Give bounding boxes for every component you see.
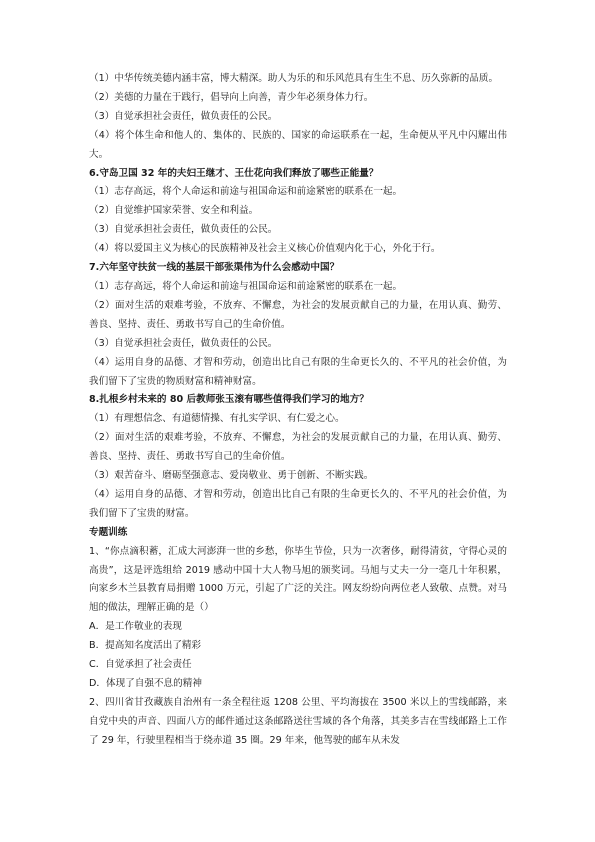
question-8-title: 8.扎根乡村未来的 80 后教师张玉滚有哪些值得我们学习的地方？ <box>89 394 369 406</box>
training-question-1-option-c: C．自觉承担了社会责任 <box>89 659 192 671</box>
question-6-item-3: （3）自觉承担社会责任，做负责任的公民。 <box>89 224 278 236</box>
question-8-item-3: （3）艰苦奋斗、磨砺坚强意志、爱岗敬业、勇于创新、不断实践。 <box>89 470 374 482</box>
question-6-item-2: （2）自觉维护国家荣誉、安全和利益。 <box>89 205 259 217</box>
question-7-item-3: （3）自觉承担社会责任，做负责任的公民。 <box>89 337 278 349</box>
section-a-item-2: （2）美德的力量在于践行，倡导向上向善，青少年必须身体力行。 <box>89 91 374 103</box>
question-8-item-1: （1）有理想信念、有道德情操、有扎实学识、有仁爱之心。 <box>89 413 345 425</box>
question-6-item-4: （4）将以爱国主义为核心的民族精神及社会主义核心价值观内化于心，外化于行。 <box>89 243 441 255</box>
section-a-item-4: （4）将个体生命和他人的、集体的、民族的、国家的命运联系在一起，生命便从平凡中闪耀出伟大。 <box>89 129 507 160</box>
question-7-title: 7.六年坚守扶贫一线的基层干部张渠伟为什么会感动中国？ <box>89 262 340 274</box>
training-question-1-option-b: B．提高知名度活出了精彩 <box>89 640 202 652</box>
training-question-1-stem: 1、“你点滴积蓄，汇成大河澎湃一世的乡愁，你毕生节俭，只为一次奢侈，耐得清贫，守得心灵的高贵”，这是评选组给 2019 感动中国十大人物马旭的颁奖词。马旭与丈夫一分一毫几十年积累，向家乡木兰县教育局捐赠 1000 万元，引起了广泛的关注。网友纷纷向两位老人致敬、点赞。对马旭的做法，理解正确的是（） <box>89 545 507 614</box>
question-7-item-4: （4）运用自身的品德、才智和劳动，创造出比自己有限的生命更长久的、不平凡的社会价值，为我们留下了宝贵的物质财富和精神财富。 <box>89 356 507 387</box>
question-7-item-1: （1）志存高远，将个人命运和前途与祖国命运和前途紧密的联系在一起。 <box>89 280 403 292</box>
training-heading: 专题训练 <box>89 526 128 538</box>
question-6-item-1: （1）志存高远，将个人命运和前途与祖国命运和前途紧密的联系在一起。 <box>89 186 403 198</box>
training-question-1-option-a: A．是工作敬业的表现 <box>89 621 182 633</box>
section-a-item-1: （1）中华传统美德内涵丰富，博大精深。助人为乐的和乐风范具有生生不息、历久弥新的品质。 <box>89 73 499 84</box>
question-6-title: 6.守岛卫国 32 年的夫妇王继才、王仕花向我们释放了哪些正能量？ <box>89 167 379 179</box>
training-question-1-option-d: D．体现了自强不息的精神 <box>89 678 202 689</box>
training-question-2-stem: 2、四川省甘孜藏族自治州有一条全程往返 1208 公里、平均海拔在 3500 米以上的雪线邮路，来自党中央的声音、四面八方的邮件通过这条邮路送往雪域的各个角落，其美多吉在雪线邮路上工作了 29 年，行驶里程相当于绕赤道 35 圈。29 年来，他驾驶的邮车从未发 <box>89 696 507 746</box>
question-8-item-2: （2）面对生活的艰难考验，不放弃、不懈怠，为社会的发展贡献自己的力量，在用认真、勤劳、善良、坚持、责任、勇敢书写自己的生命价值。 <box>89 432 507 463</box>
section-a-item-3: （3）自觉承担社会责任，做负责任的公民。 <box>89 110 278 122</box>
question-7-item-2: （2）面对生活的艰难考验，不放弃、不懈怠，为社会的发展贡献自己的力量，在用认真、勤劳、善良、坚持、责任、勇敢书写自己的生命价值。 <box>89 299 507 330</box>
question-8-item-4: （4）运用自身的品德、才智和劳动，创造出比自己有限的生命更长久的、不平凡的社会价值，为我们留下了宝贵的财富。 <box>89 488 507 519</box>
document-body <box>89 70 507 751</box>
